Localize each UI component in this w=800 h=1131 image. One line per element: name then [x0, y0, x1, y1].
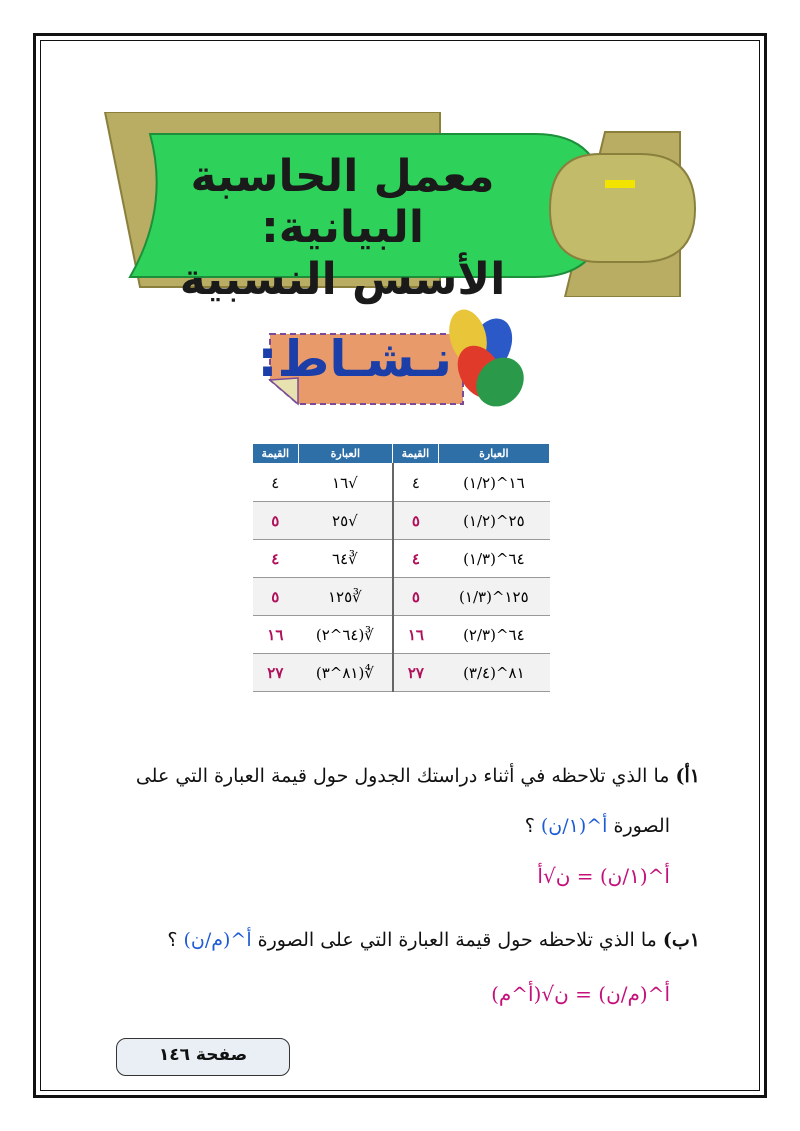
question-1a: [100, 765, 700, 787]
table-row: [253, 464, 550, 502]
expression-cell: ٢٥^(١/٢): [438, 502, 549, 540]
table-row: [253, 616, 550, 654]
question-label: ١أ): [675, 765, 700, 787]
question-1b: ١ب) ما الذي تلاحظه حول قيمة العبارة التي على الصورة أ^(م/ن) ؟: [167, 929, 700, 951]
lesson-title-line1: معمل الحاسبة البيانية:: [190, 151, 495, 253]
question-text: ما الذي تلاحظه حول قيمة العبارة التي على الصورة: [257, 929, 657, 951]
expression-cell: ٦٤^(١/٣): [438, 540, 549, 578]
value-cell: ٤: [253, 464, 299, 502]
radical-cell: ∛(٦٤^٢): [298, 616, 392, 654]
expression-cell: ٨١^(٣/٤): [438, 654, 549, 692]
question-form: أ^(م/ن): [183, 929, 252, 951]
header-expression: العبارة: [298, 444, 392, 464]
header-value: القيمة: [393, 444, 439, 464]
answer-formula: أ^(١/ن) = ن√أ: [537, 864, 670, 888]
table-row: [253, 654, 550, 692]
page-number: صفحة ١٤٦: [158, 1045, 248, 1065]
radical-cell: ∛١٢٥: [298, 578, 392, 616]
question-form: أ^(١/ن): [540, 815, 608, 837]
answer-1a: [470, 864, 670, 888]
lesson-title-line2: الأسس النسبية: [179, 254, 506, 306]
value-cell: ٢٧: [253, 654, 299, 692]
table-header-row: [253, 444, 550, 464]
value-cell: ٤: [393, 540, 439, 578]
table-row: [253, 540, 550, 578]
expression-cell: ١٦^(١/٢): [438, 464, 549, 502]
lesson-number-badge: [605, 180, 635, 188]
lesson-title: [150, 152, 535, 306]
table-row: [253, 502, 550, 540]
value-cell: ٥: [393, 502, 439, 540]
value-cell: ١٦: [393, 616, 439, 654]
question-label: ١ب): [662, 929, 700, 951]
radical-cell: √٢٥: [298, 502, 392, 540]
radical-cell: ∛٦٤: [298, 540, 392, 578]
question-text: ما الذي تلاحظه في أثناء دراستك الجدول حول قيمة العبارة التي على: [135, 765, 670, 787]
radical-cell: √١٦: [298, 464, 392, 502]
answer-formula: أ^(م/ن) = ن√(أ^م): [491, 982, 670, 1006]
value-cell: ٥: [253, 578, 299, 616]
radical-cell: ∜(٨١^٣): [298, 654, 392, 692]
value-cell: ٥: [393, 578, 439, 616]
question-1a-continued: الصورة أ^(١/ن) ؟: [524, 815, 670, 837]
value-cell: ٤: [253, 540, 299, 578]
answer-1b: [440, 982, 670, 1006]
value-cell: ٢٧: [393, 654, 439, 692]
expression-cell: ١٢٥^(١/٣): [438, 578, 549, 616]
value-cell: ٥: [253, 502, 299, 540]
value-cell: ١٦: [253, 616, 299, 654]
activity-label: نـشـاط:: [257, 330, 452, 388]
question-text: الصورة: [613, 815, 670, 837]
value-cell: ٤: [393, 464, 439, 502]
header-expression: العبارة: [438, 444, 549, 464]
table-row: [253, 578, 550, 616]
exponent-table: [252, 443, 550, 692]
header-value: القيمة: [253, 444, 299, 464]
expression-cell: ٦٤^(٢/٣): [438, 616, 549, 654]
